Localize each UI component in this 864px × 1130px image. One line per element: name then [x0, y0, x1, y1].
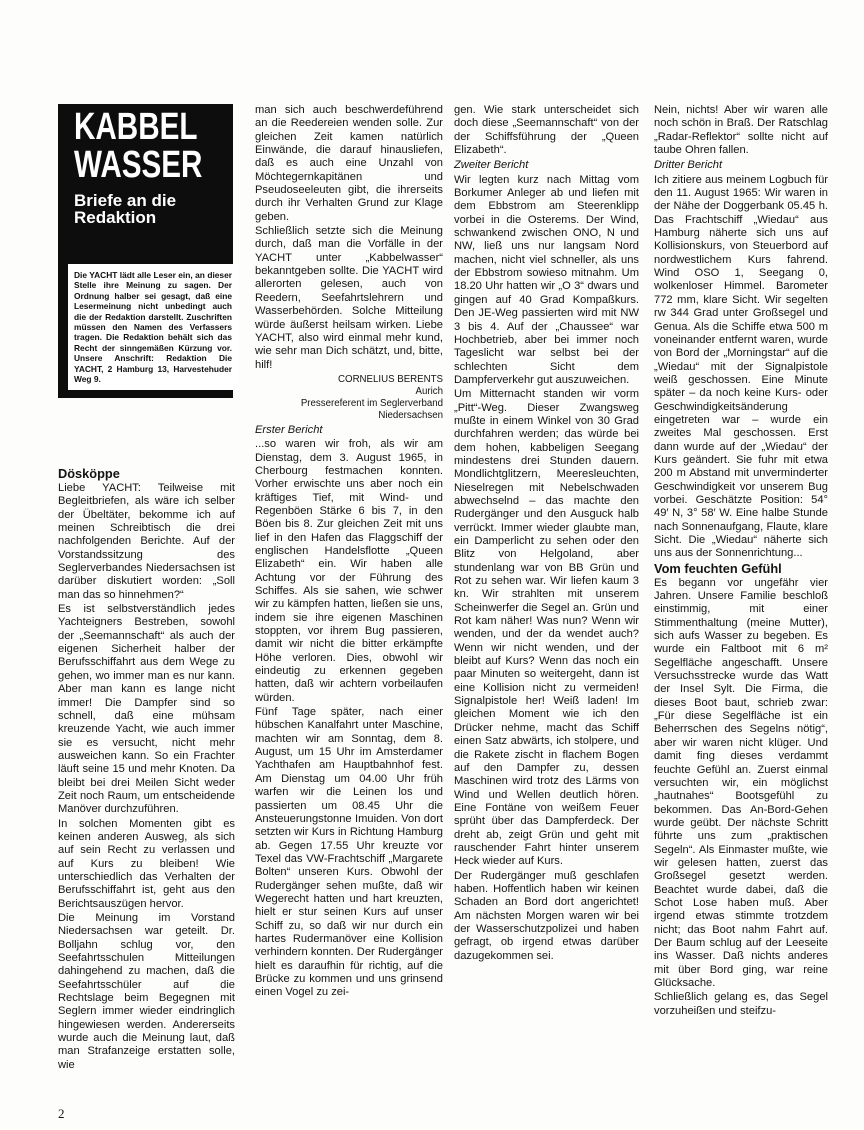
- signature-role: Pressereferent im Seglerverband Niedersachsen: [300, 397, 443, 421]
- paragraph: Liebe YACHT: Teilweise mit Begleitbriefen, als wäre ich selber der Übeltäter, bekomme ich auf meinen Schreibtisch die drei nachfolgenden Berichte. Auf der Vorstandssitzung des Seglerverbandes Niedersachsen ist darüber diskutiert worden: „Soll man das so hinnehmen?“: [58, 482, 235, 601]
- paragraph: Schließlich gelang es, das Segel vorzuheißen und steifzu-: [654, 991, 828, 1017]
- paragraph: Nein, nichts! Aber wir waren alle noch schön in Braß. Der Ratschlag „Radar-Reflektor“ sollte nicht auf taube Ohren fallen.: [654, 104, 828, 157]
- editorial-notice: Die YACHT lädt alle Leser ein, an dieser Stelle ihre Meinung zu sagen. Der Ordnung halber sei gesagt, daß eine Lesermeinung nicht unbedingt auch die der Redaktion darstellt. Zuschriften müssen den Namen des Verfassers tragen. Die Redaktion behält sich das Recht der sinngemäßen Kürzung vor. Unsere Anschrift: Redaktion Die YACHT, 2 Hamburg 13, Harvestehuder Weg 9.: [68, 264, 238, 390]
- paragraph: Der Rudergänger muß geschlafen haben. Hoffentlich haben wir keinen Schaden an Bord dort angerichtet! Am nächsten Morgen waren wir bei der Wasserschutzpolizei und haben gefragt, ob irgend etwas darüber dazugekommen sei.: [454, 869, 639, 962]
- masthead: [58, 104, 233, 398]
- column-4: [654, 104, 828, 1018]
- paragraph: Es ist selbstverständlich jedes Yachteigners Bestreben, sowohl der „Seemannschaft“ als auch der eigenen Sicherheit halber der Berufsschiffahrt aus dem Wege zu gehen, wo immer man es nur kann. Aber man kann es lange nicht immer! Die Dampfer sind so schnell, daß eine mühsam kreuzende Yacht, wie auch immer sie es versucht, nicht mehr ausweichen kann. So ein Frachter läuft seine 15 und mehr Knoten. Da bleibt bei drei Meilen Sicht weder Zeit noch Raum, um entscheidende Manöver durchzuführen.: [58, 603, 235, 816]
- paragraph: Die Meinung im Vorstand Niedersachsen war geteilt. Dr. Bolljahn schlug vor, den Seefahrtsschulen Mitteilungen dahingehend zu machen, daß die Seefahrtsschüler auf die Rechtslage beim Begegnen mit Seglern immer wieder eindringlich hingewiesen werden. Andererseits wurde auch die Meinung laut, daß man Strafanzeige erstatten solle, wie: [58, 912, 235, 1071]
- paragraph: Fünf Tage später, nach einer hübschen Kanalfahrt unter Maschine, machten wir am Sonntag, dem 8. August, um 15 Uhr im Amsterdamer Yachthafen am Hauptbahnhof fest. Am Dienstag um 04.00 Uhr früh warfen wir die Leinen los und passierten um 08.45 Uhr die Ansteuerungstonne Imuiden. Von dort setzten wir Kurs in Richtung Hamburg ab. Gegen 17.55 Uhr kreuzte vor Texel das VW-Frachtschiff „Margarete Bolten“ unseren Kurs. Obwohl der Rudergänger sehen mußte, daß wir Wegerecht hatten und hart kreuzten, hielt er stur seinen Kurs auf unser Schiff zu, so daß wir nur durch ein hartes Rudermanöver eine Kollision verhindern konnten. Der Rudergänger hielt es daraufhin für richtig, auf die Brücke zu kommen und uns grinsend einen Vogel zu zei-: [255, 706, 443, 999]
- article-heading-doeskoeppe: Dösköppe: [58, 466, 120, 481]
- article-heading-feuchten-gefuehl: Vom feuchten Gefühl: [654, 560, 782, 576]
- report-heading-first: Erster Bericht: [255, 423, 323, 436]
- paragraph: man sich auch beschwerdeführend an die Reedereien wenden solle. Zur gleichen Zeit kamen natürlich Einwände, die darauf hinausliefen, daß es auch eine Unzahl von Möchtegernkapitänen und Pseudoseeleuten gibt, die ihrerseits durch ihr Verhalten Grund zur Klage geben.: [255, 104, 443, 223]
- signature-name: CORNELIUS BERENTS: [338, 373, 443, 385]
- paragraph: Um Mitternacht standen wir vorm „Pitt“-Weg. Dieser Zwangsweg mußte in einem Winkel von 30 Grad durchfahren werden; das würde bei dem hohen, kabbeligen Seegang mindestens drei Stunden dauern. Mondlichtglitzern, Meeresleuchten, Nieselregen mit Nebelschwaden abwechselnd – das machte den Rudergänger und den Ausguck halb verrückt. Immer wieder glaubte man, ein Damperlicht zu sehen oder den Blitz von Helgoland, aber stundenlang war von BB Grün und Rot zu sehen war. Wir liefen kaum 3 kn. Wir strahlten mit unserem Scheinwerfer die Segel an. Grün und Rot kam näher! Was nun? Wenn wir wenden, und der da wendet auch? Wenn wir nicht wenden, und der bleibt auf Kurs? Wenn das noch ein paar Minuten so weitergeht, dann ist eine Kollision nicht zu vermeiden! Signalpistole her! Weiß laden! Im gleichen Moment wie ich den Drücker nehme, macht das Schiff einen Satz abwärts, ich stolpere, und die Rakete zischt in flachem Bogen auf den Dampfer zu, dessen Maschinen wird trotz des Lärms von Wind und Wellen deutlich hören. Eine Fontäne von weißem Feuer sprüht über das Dampferdeck. Der dreht ab, zeigt Grün und geht mit rauschender Fahrt hinter unserem Heck wieder auf Kurs.: [454, 388, 639, 868]
- column-title-line-1: KABBEL: [74, 106, 198, 148]
- report-heading-third: Dritter Bericht: [654, 159, 723, 172]
- page-number: 2: [58, 1106, 65, 1121]
- paragraph: ...so waren wir froh, als wir am Dienstag, dem 3. August 1965, in Cherbourg festmachen konnten. Vorher erwischte uns aber noch ein kräftiges Tief, mit Wind- und Regenböen Stärke 6 bis 7, in den Böen bis 8. Zur gleichen Zeit mit uns lief in den Hafen das Flaggschiff der englischen Handelsflotte „Queen Elizabeth“ ein. Wir haben alle Achtung vor der Führung des Schiffes. Als sie sahen, wie schwer wir zu kämpfen hatten, ließen sie uns, indem sie ihre eigenen Maschinen stoppten, vor ihrem Bug passieren, damit wir nicht die bitter erkämpfte Höhe verloren. Dies, obwohl wir eindeutig zu erkennen gegeben hatten, daß wir achtern vorbeilaufen würden.: [255, 438, 443, 704]
- paragraph: In solchen Momenten gibt es keinen anderen Ausweg, als sich auf sein Recht zu verlassen und auf Kurs zu bleiben! Wie unterschiedlich das Verhalten der Berufsschiffahrt ist, geht aus den Berichtsauszügen hervor.: [58, 817, 235, 910]
- paragraph: Wir legten kurz nach Mittag vom Borkumer Anleger ab und liefen mit dem Ebbstrom am Steerenklipp vorbei in die Osterems. Der Wind, schwankend zwischen ONO, N und NW, ließ uns nur langsam Nord machen, nicht viel schneller, als uns der Ebbstrom sowieso mitnahm. Um 18.20 Uhr hatten wir „O 3“ dwars und gingen auf 40 Grad Kompaßkurs. Den JE-Weg passierten wird mit NW 3 bis 4. Auf der „Chaussee“ war Hochbetrieb, aber bei immer noch Tageslicht war selbst bei der schlechten Sicht dem Dampferverkehr gut auszuweichen.: [454, 173, 639, 386]
- column-2: [255, 104, 443, 1000]
- paragraph: gen. Wie stark unterscheidet sich doch diese „Seemannschaft“ von der der Schiffsführung der „Queen Elizabeth“.: [454, 104, 639, 157]
- paragraph: Schließlich setzte sich die Meinung durch, daß man die Vorfälle in der YACHT unter „Kabbelwasser“ bekanntgeben sollte. Die YACHT wird allerorten gelesen, auch von Reedern, Seefahrtslehrern und Wasserbehörden. Solche Mitteilung würde äußerst heilsam wirken. Liebe YACHT, also wird einmal mehr kund, wie sehr man Dich schätzt, und, bitte, hilf!: [255, 225, 443, 371]
- paragraph: Ich zitiere aus meinem Logbuch für den 11. August 1965: Wir waren in der Nähe der Doggerbank 05.45 h. Das Frachtschiff „Wiedau“ aus Hamburg näherte sich uns auf Kollisionskurs, von Steuerbord auf nordwestlichem Kurs fahrend. Wind OSO 1, Seegang 0, wolkenloser Himmel. Barometer 772 mm, klare Sicht. Wir segelten rw 344 Grad unter Großsegel und Genua. Als die Schiffe etwa 500 m voneinander entfernt waren, wurde von Bord der „Morningstar“ auf die „Wiedau“ mit der Signalpistole weiß geschossen. Eine Minute später – da noch keine Kurs- oder Geschwindigkeitsänderung eingetreten war – wurde ein zweites Mal geschossen. Erst dann wurde auf der „Wiedau“ der Kurs geändert. Sie fuhr mit etwa 200 m Abstand mit unverminderter Geschwindigkeit vor unserem Bug vorbei. Geschätzte Position: 54° 49′ N, 3° 58′ W. Eine halbe Stunde nach Sonnenaufgang, Flaute, klare Sicht. Die „Wiedau“ näherte sich uns aus der Sonnenrichtung...: [654, 173, 828, 560]
- column-title-line-2: WASSER: [74, 144, 203, 186]
- report-heading-second: Zweiter Bericht: [454, 159, 529, 172]
- signature-place: Aurich: [415, 385, 443, 397]
- paragraph: Es begann vor ungefähr vier Jahren. Unsere Familie beschloß einstimmig, mit einer Stimmenthaltung (meine Mutter), sich aufs Wasser zu begeben. Es wurde ein Faltboot mit 6 m² Segelfläche angeschafft. Unsere Versuchsstrecke wurde das Watt der Insel Sylt. Die Firma, die dieses Boot baut, schrieb zwar: „Für diese Segelfläche ist ein Beherrschen des Segelns nötig“, aber wir waren nicht klüger. Und damit fing dieses verdammt feuchte Gefühl an. Zuerst einmal versuchten wir, ein möglichst „hautnahes“ Bootsgefühl zu bekommen. Das An-Bord-Gehen wurde geübt. Der nächste Schritt führte uns zum „praktischen Segeln“. Als Einmaster mußte, wie wir gelesen hatten, zuerst das Großsegel gesetzt werden. Beachtet wurde dabei, daß die Schot Lose haben muß. Aber irgend etwas stimmte trotzdem nicht; das Boot nahm Fahrt auf. Der Baum schlug auf der Leeseite ins Wasser. Daß nichts anderes mit über Bord ging, war reine Glücksache.: [654, 576, 828, 989]
- column-subtitle: Briefe an die Redaktion: [74, 191, 177, 227]
- signature: [255, 374, 443, 422]
- column-title: [74, 106, 203, 186]
- column-3: [454, 104, 639, 963]
